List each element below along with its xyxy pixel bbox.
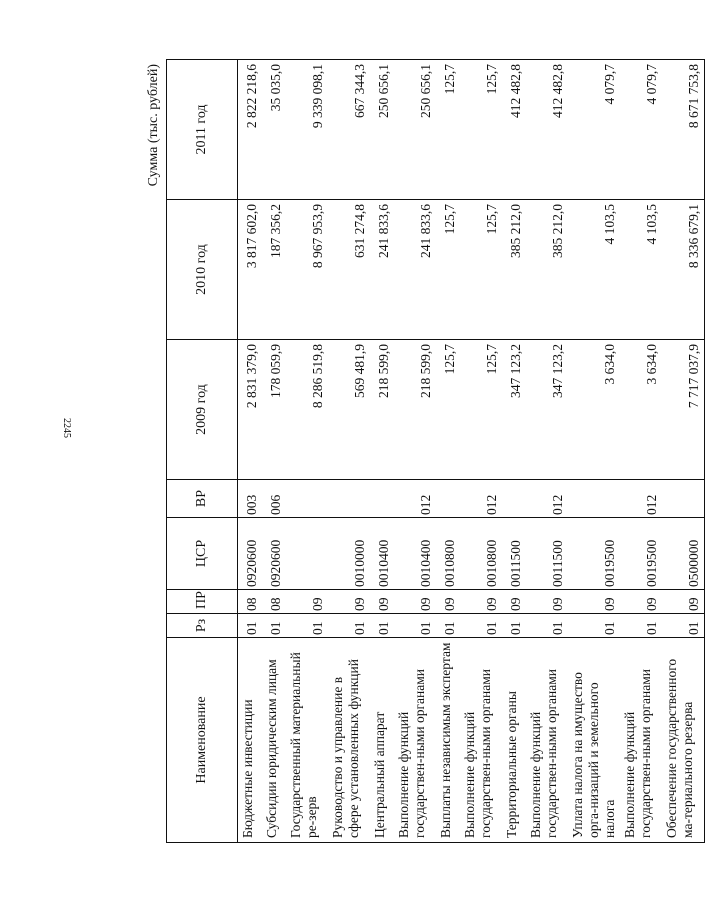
column-header-2011: 2011 год <box>167 60 238 200</box>
row-vr <box>568 480 620 518</box>
column-header-vr: ВР <box>167 480 238 518</box>
row-name: Выполнение функций государствен-ными органами <box>620 638 662 843</box>
column-header-2009: 2009 год <box>167 340 238 480</box>
row-name: Выполнение функций государствен-ными органами <box>394 638 436 843</box>
row-csr: 0010800 <box>460 518 502 590</box>
row-vr: 012 <box>620 480 662 518</box>
row-csr: 0010400 <box>370 518 394 590</box>
table-row <box>238 60 263 843</box>
row-2009: 7 717 037,9 <box>662 340 705 480</box>
row-rz: 01 <box>286 614 328 638</box>
row-rz: 01 <box>568 614 620 638</box>
row-csr: 0010800 <box>436 518 460 590</box>
row-2010: 125,7 <box>460 200 502 340</box>
table-row <box>526 60 568 843</box>
row-2010: 4 103,5 <box>568 200 620 340</box>
row-pr: 09 <box>328 590 370 614</box>
row-csr: 0019500 <box>568 518 620 590</box>
rotated-page-content <box>144 60 701 843</box>
row-2011: 9 339 098,1 <box>286 60 328 200</box>
row-vr: 012 <box>460 480 502 518</box>
row-vr <box>662 480 705 518</box>
row-csr: 0500000 <box>662 518 705 590</box>
row-name: Бюджетные инвестиции <box>238 638 263 843</box>
row-pr: 09 <box>394 590 436 614</box>
row-2010: 241 833,6 <box>370 200 394 340</box>
row-pr: 09 <box>662 590 705 614</box>
row-2009: 3 634,0 <box>620 340 662 480</box>
row-rz: 01 <box>370 614 394 638</box>
row-rz: 01 <box>328 614 370 638</box>
row-pr: 08 <box>238 590 263 614</box>
table-row <box>460 60 502 843</box>
row-csr: 0920600 <box>262 518 286 590</box>
row-name: Обеспечение государственного ма-териального резерва <box>662 638 705 843</box>
table-row <box>394 60 436 843</box>
row-name: Центральный аппарат <box>370 638 394 843</box>
row-rz: 01 <box>662 614 705 638</box>
column-header-2010: 2010 год <box>167 200 238 340</box>
row-2009: 2 831 379,0 <box>238 340 263 480</box>
row-rz: 01 <box>262 614 286 638</box>
row-2010: 4 103,5 <box>620 200 662 340</box>
row-2011: 4 079,7 <box>568 60 620 200</box>
row-pr: 09 <box>526 590 568 614</box>
row-2010: 631 274,8 <box>328 200 370 340</box>
row-2011: 125,7 <box>436 60 460 200</box>
table-row <box>286 60 328 843</box>
row-2009: 8 286 519,8 <box>286 340 328 480</box>
row-2009: 125,7 <box>460 340 502 480</box>
column-header-name: Наименование <box>167 638 238 843</box>
page-number: 2245 <box>61 418 72 438</box>
row-2011: 8 671 753,8 <box>662 60 705 200</box>
row-2011: 2 822 218,6 <box>238 60 263 200</box>
row-name: Территориальные органы <box>502 638 526 843</box>
row-2009: 125,7 <box>436 340 460 480</box>
row-vr <box>370 480 394 518</box>
row-vr: 012 <box>526 480 568 518</box>
row-vr <box>286 480 328 518</box>
row-name: Выплаты независимым экспертам <box>436 638 460 843</box>
row-2009: 3 634,0 <box>568 340 620 480</box>
row-2011: 412 482,8 <box>502 60 526 200</box>
row-2009: 178 059,9 <box>262 340 286 480</box>
row-2011: 412 482,8 <box>526 60 568 200</box>
row-2010: 125,7 <box>436 200 460 340</box>
row-2009: 347 123,2 <box>526 340 568 480</box>
row-2009: 347 123,2 <box>502 340 526 480</box>
table-header <box>167 60 238 843</box>
row-pr: 09 <box>568 590 620 614</box>
row-2011: 4 079,7 <box>620 60 662 200</box>
row-csr: 0019500 <box>620 518 662 590</box>
row-name: Уплата налога на имущество орга-низаций и земельного налога <box>568 638 620 843</box>
row-csr: 0011500 <box>526 518 568 590</box>
column-header-pr: ПР <box>167 590 238 614</box>
row-pr: 09 <box>370 590 394 614</box>
row-2010: 3 817 602,0 <box>238 200 263 340</box>
row-pr: 09 <box>436 590 460 614</box>
column-header-csr: ЦСР <box>167 518 238 590</box>
row-2010: 8 336 679,1 <box>662 200 705 340</box>
row-rz: 01 <box>502 614 526 638</box>
row-name: Руководство и управление в сфере установленных функций <box>328 638 370 843</box>
row-vr <box>502 480 526 518</box>
row-2011: 35 035,0 <box>262 60 286 200</box>
row-vr: 006 <box>262 480 286 518</box>
row-2010: 385 212,0 <box>502 200 526 340</box>
table-row <box>262 60 286 843</box>
row-2009: 218 599,0 <box>370 340 394 480</box>
row-2011: 667 344,3 <box>328 60 370 200</box>
row-pr: 09 <box>460 590 502 614</box>
row-2010: 241 833,6 <box>394 200 436 340</box>
table-row <box>370 60 394 843</box>
row-rz: 01 <box>460 614 502 638</box>
row-name: Субсидии юридическим лицам <box>262 638 286 843</box>
row-2011: 250 656,1 <box>394 60 436 200</box>
table-row <box>502 60 526 843</box>
row-csr <box>286 518 328 590</box>
row-2010: 8 967 953,9 <box>286 200 328 340</box>
row-name: Выполнение функций государствен-ными органами <box>526 638 568 843</box>
row-csr: 0920600 <box>238 518 263 590</box>
row-pr: 09 <box>286 590 328 614</box>
table-body <box>238 60 705 843</box>
row-vr <box>328 480 370 518</box>
row-2010: 187 356,2 <box>262 200 286 340</box>
row-2011: 250 656,1 <box>370 60 394 200</box>
table-row <box>620 60 662 843</box>
row-csr: 0011500 <box>502 518 526 590</box>
table-row <box>328 60 370 843</box>
row-vr: 003 <box>238 480 263 518</box>
row-name: Выполнение функций государствен-ными органами <box>460 638 502 843</box>
row-rz: 01 <box>238 614 263 638</box>
row-2009: 569 481,9 <box>328 340 370 480</box>
row-rz: 01 <box>394 614 436 638</box>
row-csr: 0010000 <box>328 518 370 590</box>
row-rz: 01 <box>620 614 662 638</box>
unit-caption: Сумма (тыс. рублей) <box>146 64 161 187</box>
row-vr: 012 <box>394 480 436 518</box>
row-2009: 218 599,0 <box>394 340 436 480</box>
row-vr <box>436 480 460 518</box>
row-rz: 01 <box>526 614 568 638</box>
column-header-rz: Рз <box>167 614 238 638</box>
row-csr: 0010400 <box>394 518 436 590</box>
row-pr: 08 <box>262 590 286 614</box>
table-row <box>662 60 705 843</box>
budget-table <box>166 59 705 843</box>
row-name: Государственный материальный ре-зерв <box>286 638 328 843</box>
row-pr: 09 <box>502 590 526 614</box>
row-rz: 01 <box>436 614 460 638</box>
table-row <box>436 60 460 843</box>
row-2011: 125,7 <box>460 60 502 200</box>
row-pr: 09 <box>620 590 662 614</box>
table-row <box>568 60 620 843</box>
row-2010: 385 212,0 <box>526 200 568 340</box>
